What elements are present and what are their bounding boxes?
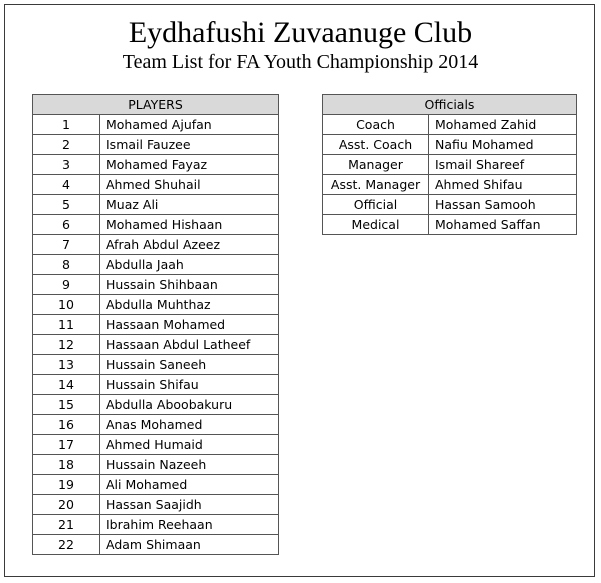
officials-body xyxy=(323,115,577,235)
player-name: Mohamed Fayaz xyxy=(100,155,279,175)
player-name: Mohamed Ajufan xyxy=(100,115,279,135)
official-name: Ismail Shareef xyxy=(429,155,577,175)
player-name: Hussain Shihbaan xyxy=(100,275,279,295)
player-row xyxy=(33,375,279,395)
player-row xyxy=(33,395,279,415)
player-name: Mohamed Hishaan xyxy=(100,215,279,235)
players-table xyxy=(32,94,279,555)
player-row xyxy=(33,275,279,295)
player-number: 1 xyxy=(33,115,100,135)
player-row xyxy=(33,175,279,195)
player-number: 3 xyxy=(33,155,100,175)
player-name: Ismail Fauzee xyxy=(100,135,279,155)
player-name: Hassaan Mohamed xyxy=(100,315,279,335)
player-name: Afrah Abdul Azeez xyxy=(100,235,279,255)
player-name: Abdulla Aboobakuru xyxy=(100,395,279,415)
player-name: Abdulla Jaah xyxy=(100,255,279,275)
official-name: Hassan Samooh xyxy=(429,195,577,215)
official-role: Medical xyxy=(323,215,429,235)
player-name: Abdulla Muhthaz xyxy=(100,295,279,315)
player-name: Muaz Ali xyxy=(100,195,279,215)
player-name: Ibrahim Reehaan xyxy=(100,515,279,535)
official-row xyxy=(323,195,577,215)
official-row xyxy=(323,115,577,135)
player-number: 14 xyxy=(33,375,100,395)
player-number: 17 xyxy=(33,435,100,455)
players-header-row xyxy=(33,95,279,115)
player-row xyxy=(33,135,279,155)
player-number: 19 xyxy=(33,475,100,495)
player-row xyxy=(33,495,279,515)
players-body xyxy=(33,115,279,555)
player-number: 4 xyxy=(33,175,100,195)
player-row xyxy=(33,415,279,435)
player-row xyxy=(33,355,279,375)
official-row xyxy=(323,135,577,155)
player-number: 7 xyxy=(33,235,100,255)
player-number: 22 xyxy=(33,535,100,555)
official-name: Nafiu Mohamed xyxy=(429,135,577,155)
player-number: 11 xyxy=(33,315,100,335)
player-number: 21 xyxy=(33,515,100,535)
player-name: Adam Shimaan xyxy=(100,535,279,555)
official-row xyxy=(323,215,577,235)
club-title: Eydhafushi Zuvaanuge Club xyxy=(128,16,473,49)
official-name: Mohamed Zahid xyxy=(429,115,577,135)
official-role: Manager xyxy=(323,155,429,175)
player-row xyxy=(33,315,279,335)
official-row xyxy=(323,175,577,195)
player-row xyxy=(33,475,279,495)
player-number: 10 xyxy=(33,295,100,315)
player-row xyxy=(33,215,279,235)
player-row xyxy=(33,335,279,355)
player-number: 20 xyxy=(33,495,100,515)
official-role: Asst. Manager xyxy=(323,175,429,195)
player-row xyxy=(33,115,279,135)
player-row xyxy=(33,235,279,255)
player-number: 18 xyxy=(33,455,100,475)
player-name: Hussain Saneeh xyxy=(100,355,279,375)
official-name: Mohamed Saffan xyxy=(429,215,577,235)
player-row xyxy=(33,255,279,275)
player-name: Hassaan Abdul Latheef xyxy=(100,335,279,355)
player-number: 12 xyxy=(33,335,100,355)
officials-header-row xyxy=(323,95,577,115)
player-number: 16 xyxy=(33,415,100,435)
official-name: Ahmed Shifau xyxy=(429,175,577,195)
team-list-subtitle: Team List for FA Youth Championship 2014 xyxy=(122,51,479,73)
player-name: Ahmed Humaid xyxy=(100,435,279,455)
official-role: Official xyxy=(323,195,429,215)
player-number: 6 xyxy=(33,215,100,235)
player-number: 2 xyxy=(33,135,100,155)
players-heading: PLAYERS xyxy=(33,95,279,115)
player-name: Hassan Saajidh xyxy=(100,495,279,515)
player-number: 8 xyxy=(33,255,100,275)
player-name: Hussain Nazeeh xyxy=(100,455,279,475)
player-row xyxy=(33,535,279,555)
player-number: 9 xyxy=(33,275,100,295)
player-number: 13 xyxy=(33,355,100,375)
official-role: Asst. Coach xyxy=(323,135,429,155)
player-row xyxy=(33,295,279,315)
player-row xyxy=(33,435,279,455)
player-row xyxy=(33,515,279,535)
player-number: 15 xyxy=(33,395,100,415)
official-row xyxy=(323,155,577,175)
officials-table xyxy=(322,94,577,235)
player-row xyxy=(33,455,279,475)
player-name: Anas Mohamed xyxy=(100,415,279,435)
player-name: Ahmed Shuhail xyxy=(100,175,279,195)
officials-heading: Officials xyxy=(323,95,577,115)
document-frame xyxy=(4,4,595,577)
official-role: Coach xyxy=(323,115,429,135)
player-number: 5 xyxy=(33,195,100,215)
player-name: Ali Mohamed xyxy=(100,475,279,495)
player-name: Hussain Shifau xyxy=(100,375,279,395)
player-row xyxy=(33,155,279,175)
player-row xyxy=(33,195,279,215)
